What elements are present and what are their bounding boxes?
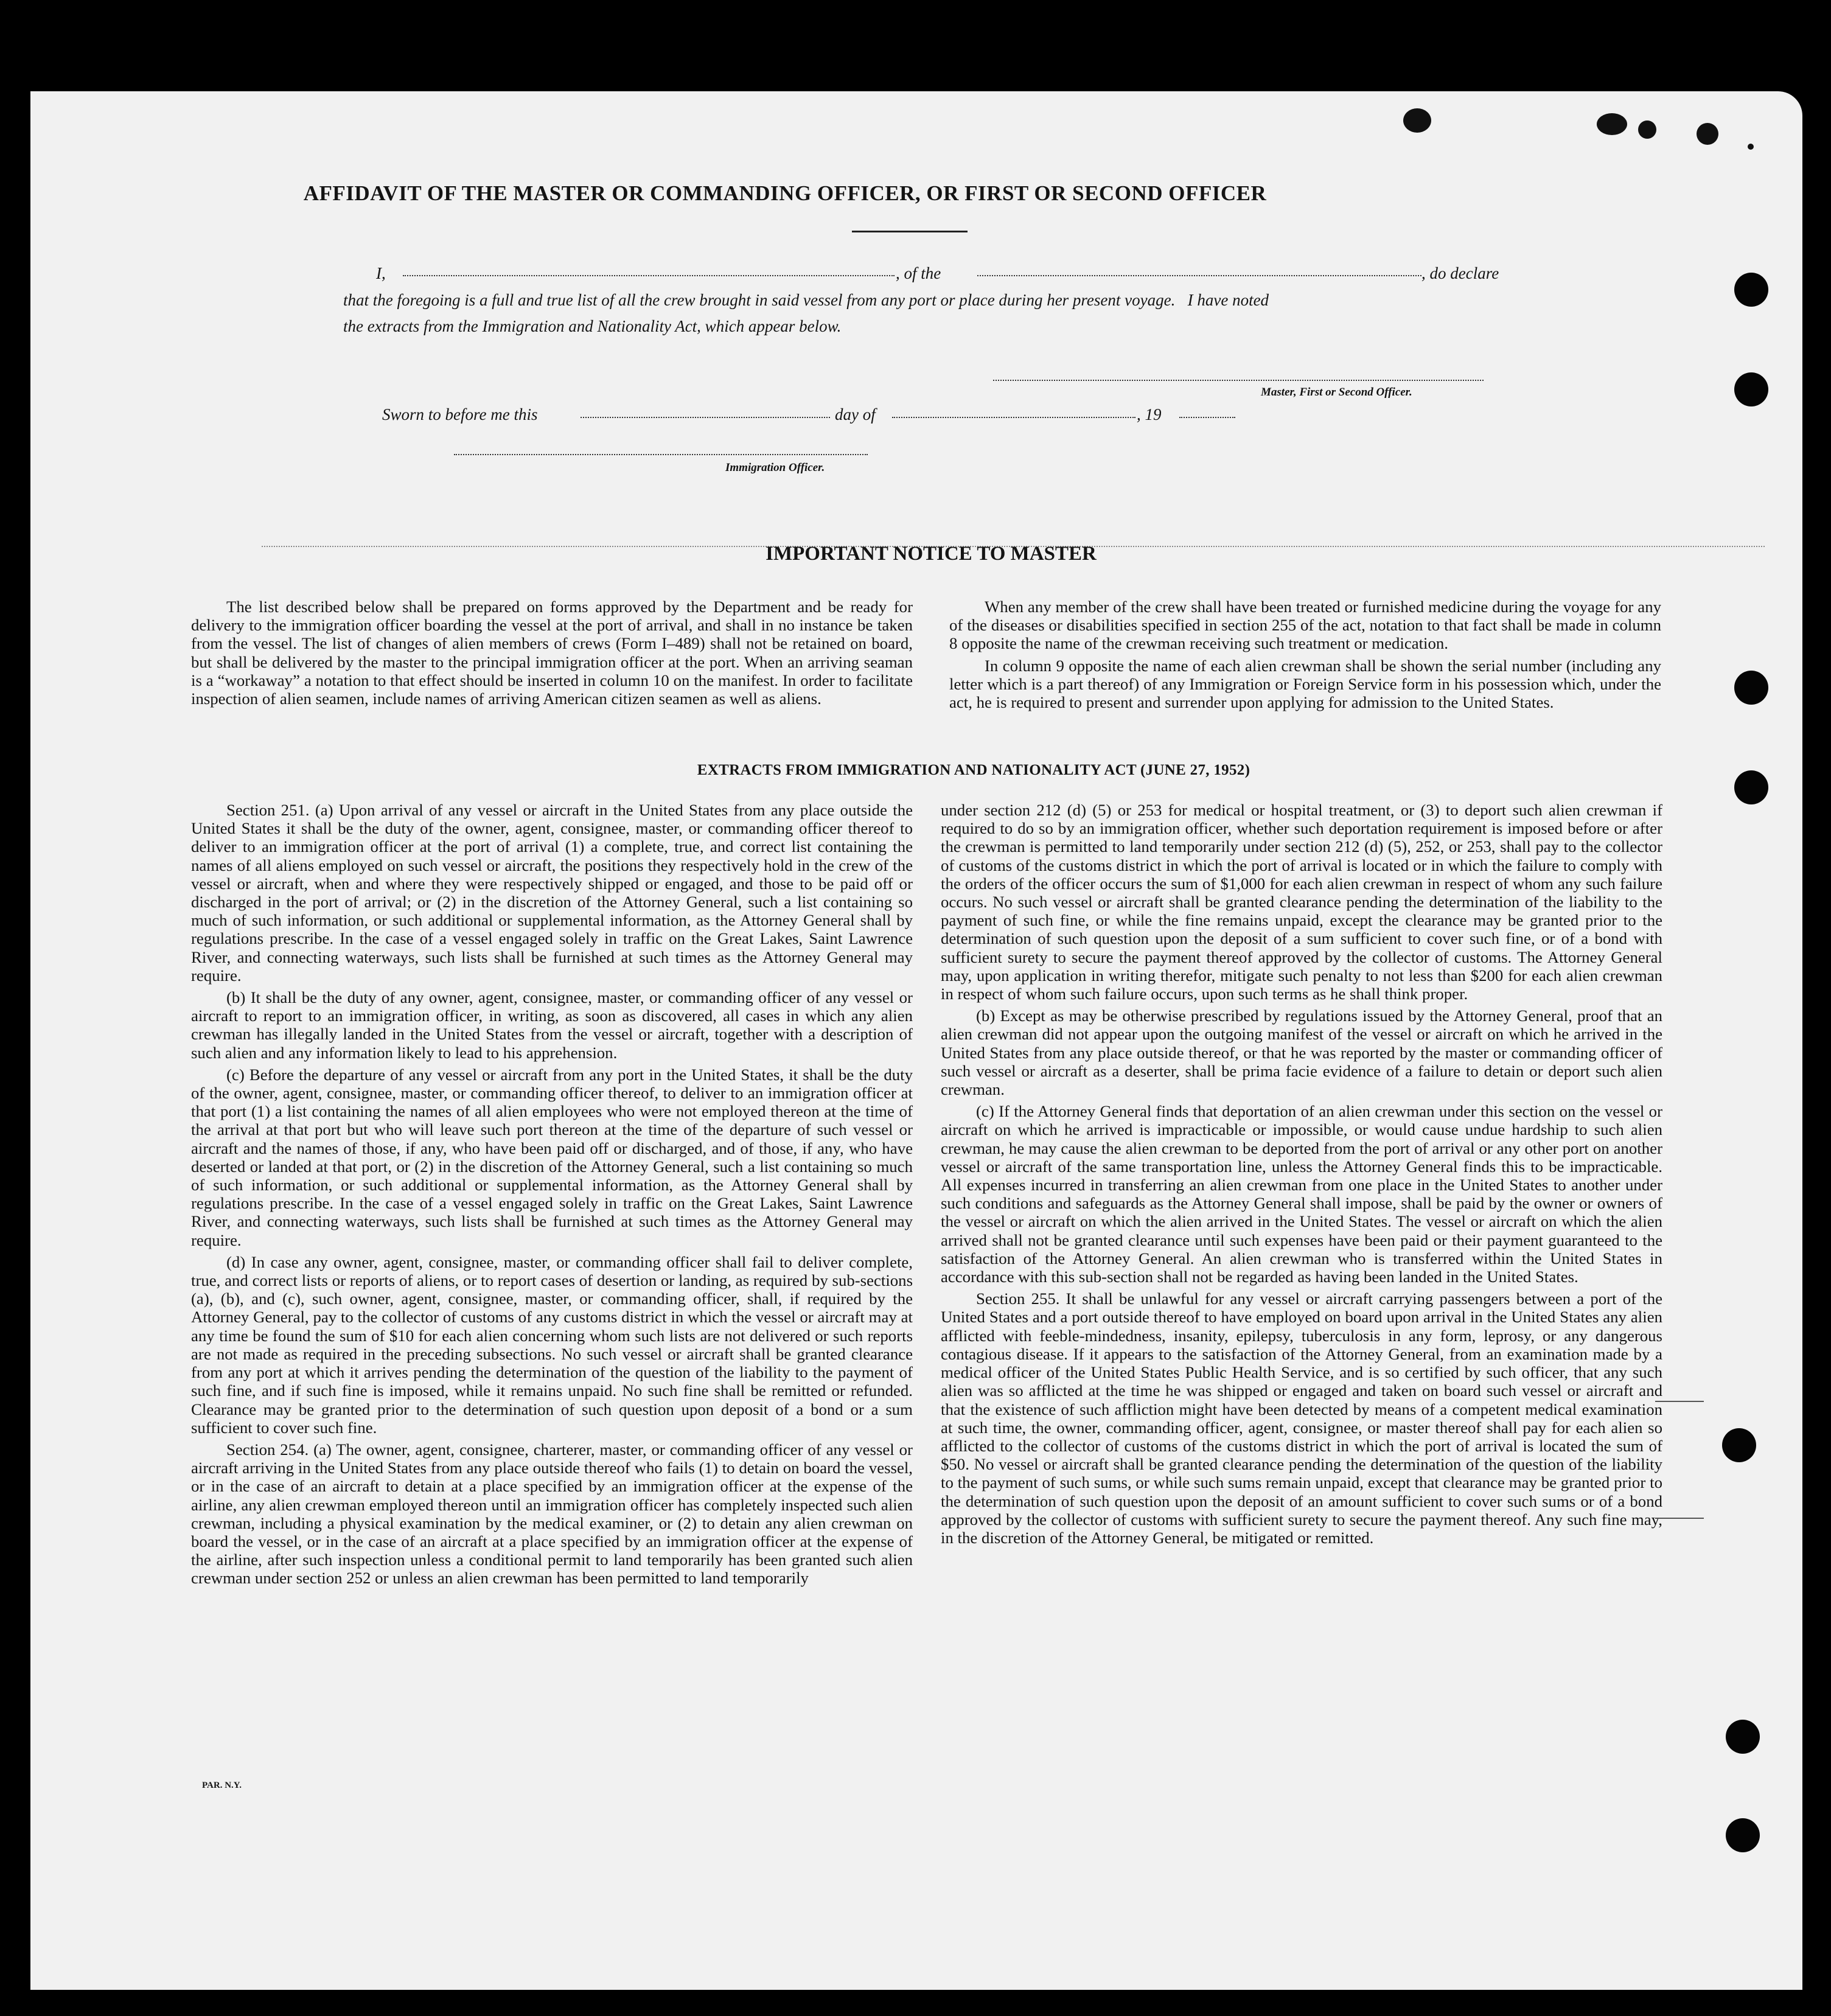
sworn-day-field[interactable] <box>581 417 830 418</box>
title-underline <box>852 231 968 232</box>
master-signature-line[interactable] <box>993 380 1484 381</box>
section-251-c: (c) Before the departure of any vessel or aircraft from any port in the United States, it shall be the duty of the owner, agent, consignee, master, or commanding officer thereof, to deliver to an immigration officer at that port (1) a list containing the names of all alien employees who were not employed thereon at the time of the arrival at that port but who will leave such port thereon at the time of the departure of such vessel or aircraft and the names of those, if any, who have been paid off or discharged, and of those, if any, who have deserted or landed at that port, or (2) in the discretion of the Attorney General, such a list containing so much of such information, or such additional or supplemental information, as the Attorney General shall by regulations prescribe. In the case of a vessel engaged solely in traffic on the Great Lakes, Saint Lawrence River, and connecting waterways, such lists shall be furnished at such times as the Attorney General may require. <box>191 1065 913 1249</box>
punch-hole-icon <box>1726 1720 1760 1754</box>
printer-mark: PAR. N.Y. <box>202 1781 242 1790</box>
margin-rule <box>1655 1518 1704 1519</box>
punch-hole-icon <box>1734 671 1768 705</box>
immigration-officer-signature-line[interactable] <box>454 454 868 455</box>
sworn-day-of-label: day of <box>835 405 876 424</box>
statement-line-2: the extracts from the Immigration and Nationality Act, which appear below. <box>343 317 842 335</box>
section-251-a: Section 251. (a) Upon arrival of any vessel or aircraft in the United States from any place outside the United States it shall be the duty of the owner, agent, consignee, master, or commanding officer thereof to deliver to an immigration officer at the port of arrival (1) a complete, true, and correct list containing the names of all aliens employed on such vessel or aircraft, the positions they respectively hold in the crew of the vessel or aircraft, when and where they were respectively shipped or engaged, and those to be paid off or discharged in the port of arrival; or (2) in the discretion of the Attorney General, such a list containing so much of such information, or such additional or supplemental information, as the Attorney General shall by regulations prescribe. In the case of a vessel engaged solely in traffic on the Great Lakes, Saint Lawrence River, and connecting waterways, such lists shall be furnished at such times as the Attorney General may require. <box>191 801 913 985</box>
section-251-b: (b) It shall be the duty of any owner, agent, consignee, master, or commanding officer of any vessel or aircraft to report to an immigration officer, in writing, as soon as discovered, all cases in which any alien crewman has illegally landed in the United States from the vessel or aircraft, together with a description of such alien and any information likely to lead to his apprehension. <box>191 988 913 1062</box>
sworn-year-label: , 19 <box>1137 405 1162 424</box>
declare-of-label: , of the <box>896 264 941 282</box>
notice-right-paragraph-1: When any member of the crew shall have been treated or furnished medicine during the voyage for any of the diseases or disabilities specified in section 255 of the act, notation to that fact shall be made in column 8 opposite the name of the crewman receiving such treatment or medication. <box>949 598 1661 653</box>
ink-speck-icon <box>1748 144 1754 150</box>
sworn-month-field[interactable] <box>892 417 1135 418</box>
vessel-name-field[interactable] <box>977 275 1421 276</box>
section-254-c: (c) If the Attorney General finds that deportation of an alien crewman under this section on the vessel or aircraft on which he arrived is impracticable or impossible, or would cause undue hardship to such alien crewman, he may cause the alien crewman to be deported from the port of arrival or any other port on another vessel or aircraft of the same transportation line, unless the Attorney General finds this to be impracticable. All expenses incurred in transferring an alien crewman from one place in the United States to another under such conditions and safeguards as the Attorney General shall impose, shall be paid by the owner or owners of the vessel or aircraft on which the alien arrived in the United States. The vessel or aircraft on which the alien arrived shall not be granted clearance until such expenses have been paid or their payment guaranteed to the satisfaction of the Attorney General. An alien crewman who is transferred within the United States in accordance with this sub-section shall not be regarded as having been landed in the United States. <box>941 1102 1662 1286</box>
section-254-a: Section 254. (a) The owner, agent, consignee, charterer, master, or commanding officer of any vessel or aircraft arriving in the United States from any place outside thereof who fails (1) to detain on board the vessel, or in the case of an aircraft to detain at a place specified by an immigration officer at the expense of the airline, any alien crewman employed thereon until an immigration officer has completely inspected such alien crewman, including a physical examination by the medical examiner, or (2) to detain any alien crewman on board the vessel, or in the case of an aircraft at a place specified by an immigration officer at the expense of the airline, after such inspection unless a conditional permit to land temporarily has been granted such alien crewman under section 252 or unless an alien crewman has been permitted to land temporarily <box>191 1440 913 1588</box>
notice-right-paragraph-2: In column 9 opposite the name of each alien crewman shall be shown the serial number (including any letter which is a part thereof) of any Immigration or Foreign Service form in his possession which, under the act, he is required to present and surrender upon applying for admission to the United States. <box>949 656 1661 712</box>
section-255: Section 255. It shall be unlawful for any vessel or aircraft carrying passengers between a port of the United States and a port outside thereof to have employed on board upon arrival in the United States any alien afflicted with feeble-mindedness, insanity, epilepsy, tuberculosis in any form, leprosy, or any dangerous contagious disease. If it appears to the satisfaction of the Attorney General, from an examination made by a medical officer of the United States Public Health Service, and is so certified by such officer, that any such alien was so afflicted at the time he was shipped or engaged and taken on board such vessel or aircraft and that the existence of such affliction might have been detected by means of a competent medical examination at such time, the owner, commanding officer, agent, consignee, or master thereof shall pay for each alien so afflicted to the collector of customs of the customs district in which the port of arrival is located the sum of $50. No vessel or aircraft shall be granted clearance pending the determination of the question of the liability to the payment of such sums, or while such sums remain unpaid, except that clearance may be granted prior to the determination of such question upon the deposit of an amount sufficient to cover such sums or of a bond approved by the collector of customs with sufficient surety to secure the payment thereof. Any such fine may, in the discretion of the Attorney General, be mitigated or remitted. <box>941 1289 1662 1547</box>
ink-speck-icon <box>1638 120 1656 139</box>
margin-rule <box>1655 1401 1704 1402</box>
notice-right-column <box>949 598 1661 711</box>
section-251-d: (d) In case any owner, agent, consignee, master, or commanding officer shall fail to deliver complete, true, and correct lists or reports of aliens, or to report cases of desertion or landing, as required by sub-sections (a), (b), and (c), such owner, agent, consignee, master, or commanding officer, shall, if required by the Attorney General, pay to the collector of customs of any customs district in which the vessel or aircraft may at any time be found the sum of $10 for each alien concerning whom such lists are not delivered or such reports are not made as required in the preceding subsections. No such vessel or aircraft shall be granted clearance from any port at which it arrives pending the determination of the question of the liability to the payment of such fine, and if such fine is imposed, while it remains unpaid. No such fine shall be remitted or refunded. Clearance may be granted prior to the determination of such question upon deposit of a bond or a sum sufficient to cover such fine. <box>191 1252 913 1437</box>
statement-line-1: that the foregoing is a full and true list of all the crew brought in said vessel from any port or place during her present voyage. I have noted <box>343 291 1269 309</box>
punch-hole-icon <box>1722 1428 1756 1462</box>
declarant-name-field[interactable] <box>403 275 895 276</box>
extracts-right-column <box>941 801 1662 1547</box>
master-signature-label: Master, First or Second Officer. <box>1261 386 1412 399</box>
punch-hole-icon <box>1734 273 1768 307</box>
ink-speck-icon <box>1597 113 1627 135</box>
sworn-prefix: Sworn to before me this <box>382 405 538 424</box>
declare-i-label: I, <box>376 264 386 282</box>
sworn-year-field[interactable] <box>1179 417 1235 418</box>
ink-speck-icon <box>1697 123 1718 145</box>
notice-left-column <box>191 598 913 708</box>
section-254-a-continued: under section 212 (d) (5) or 253 for medical or hospital treatment, or (3) to deport such alien crewman if required to do so by an immigration officer, whether such deportation requirement is imposed before or after the crewman is permitted to land temporarily under section 212 (d) (5), 252, or 253, shall pay to the collector of customs of the customs district in which the port of arrival is located or in which the failure to comply with the orders of the officer occurs the sum of $1,000 for each alien crewman in respect of whom any such failure occurs. No such vessel or aircraft shall be granted clearance pending the determination of the liability to the payment of such fine, or while the fine remains unpaid, except the clearance may be granted prior to the determination of such question upon the deposit of a sum sufficient to cover such fine, or of a bond with sufficient surety to secure the payment thereof approved by the collector of customs. The Attorney General may, upon application in writing therefor, mitigate such penalty to not less than $200 for each alien crewman in respect of whom such failure occurs, upon such terms as he shall think proper. <box>941 801 1662 1003</box>
punch-hole-icon <box>1734 372 1768 406</box>
notice-title: IMPORTANT NOTICE TO MASTER <box>766 543 1097 565</box>
affidavit-title: AFFIDAVIT OF THE MASTER OR COMMANDING OFFICER, OR FIRST OR SECOND OFFICER <box>303 181 1267 205</box>
notice-left-paragraph: The list described below shall be prepared on forms approved by the Department and be ready for delivery to the immigration officer boarding the vessel at the port of arrival, and shall in no instance be taken from the vessel. The list of changes of alien members of crews (Form I–489) shall not be retained on board, but shall be delivered by the master to the principal immigration officer at the port. When an arriving seaman is a “workaway” a notation to that effect should be inserted in column 10 on the manifest. In order to facilitate inspection of alien seamen, include names of arriving American citizen seamen as well as aliens. <box>191 598 913 708</box>
ink-speck-icon <box>1403 108 1431 133</box>
form-page <box>30 91 1802 1990</box>
punch-hole-icon <box>1734 770 1768 804</box>
declare-end-label: , do declare <box>1421 264 1499 282</box>
immigration-officer-label: Immigration Officer. <box>725 461 825 474</box>
section-254-b: (b) Except as may be otherwise prescribed by regulations issued by the Attorney General, proof that an alien crewman did not appear upon the outgoing manifest of the vessel or aircraft on which he arrived in the United States from any place outside thereof, or that he was reported by the master or commanding officer of such vessel or aircraft as a deserter, shall be prima facie evidence of a failure to detain or deport such alien crewman. <box>941 1006 1662 1099</box>
punch-hole-icon <box>1726 1818 1760 1852</box>
extracts-title: EXTRACTS FROM IMMIGRATION AND NATIONALITY ACT (JUNE 27, 1952) <box>697 762 1250 778</box>
extracts-left-column <box>191 801 913 1588</box>
